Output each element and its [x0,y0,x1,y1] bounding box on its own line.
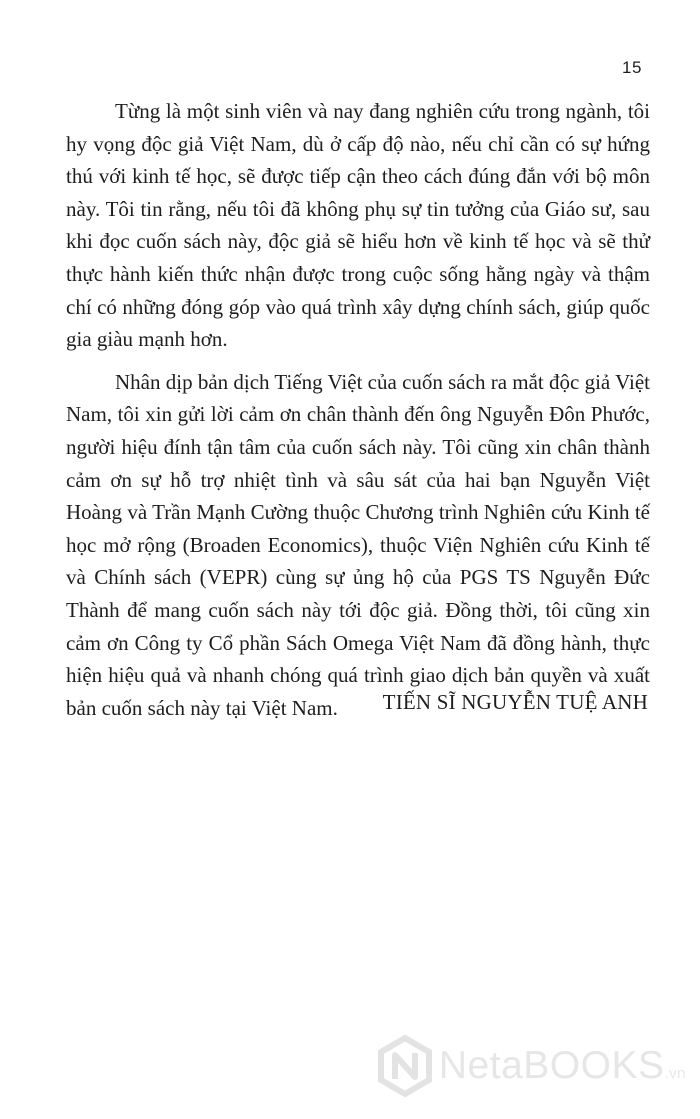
body-text [66,95,650,724]
page-number: 15 [622,58,642,77]
paragraph: Từng là một sinh viên và nay đang nghiên cứu trong ngành, tôi hy vọng độc giả Việt Nam, dù ở cấp độ nào, nếu chỉ cần có sự hứng thú với kinh tế học, sẽ được tiếp cận theo cách đúng đắn với bộ môn này. Tôi tin rằng, nếu tôi đã không phụ sự tin tưởng của Giáo sư, sau khi đọc cuốn sách này, độc giả sẽ hiểu hơn về kinh tế học và sẽ thử thực hành kiến thức nhận được trong cuộc sống hằng ngày và thậm chí có những đóng góp vào quá trình xây dựng chính sách, giúp quốc gia giàu mạnh hơn. [66,99,650,352]
author-signature: TIẾN SĨ NGUYỄN TUỆ ANH [382,690,648,714]
paragraph: Nhân dịp bản dịch Tiếng Việt của cuốn sách ra mắt độc giả Việt Nam, tôi xin gửi lời cảm ơn chân thành đến ông Nguyễn Đôn Phước, người hiệu đính tận tâm của cuốn sách này. Tôi cũng xin chân thành cảm ơn sự hỗ trợ nhiệt tình và sâu sát của hai bạn Nguyễn Việt Hoàng và Trần Mạnh Cường thuộc Chương trình Nghiên cứu Kinh tế học mở rộng (Broaden Economics), thuộc Viện Nghiên cứu Kinh tế và Chính sách (VEPR) cùng sự ủng hộ của PGS TS Nguyễn Đức Thành để mang cuốn sách này tới độc giả. Đồng thời, tôi cũng xin cảm ơn Công ty Cổ phần Sách Omega Việt Nam đã đồng hành, thực hiện hiệu quả và nhanh chóng quá trình giao dịch bản quyền và xuất bản cuốn sách này tại Việt Nam. [66,369,650,720]
watermark [377,1035,686,1097]
watermark-brand-domain: .vn [664,1065,686,1082]
netabooks-logo-icon [377,1035,433,1097]
watermark-brand [439,1044,686,1088]
watermark-brand-name: NetaBOOKS [438,1044,665,1087]
